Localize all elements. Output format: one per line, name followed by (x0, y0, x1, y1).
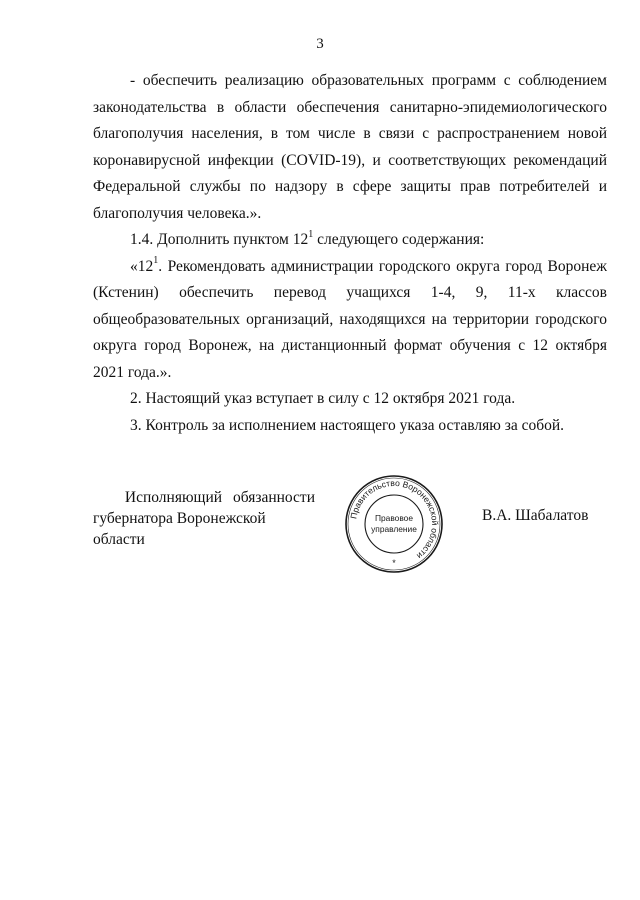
amendment-text-end: следующего содержания: (313, 231, 485, 248)
seal-ring-text: Правительство Воронежской области (348, 477, 441, 562)
point-text-end: . Рекомендовать администрации городского округа город Воронеж (Кстенин) обеспечить перевод учащихся 1-4, 9, 11-х классов общеобразовательных организаций, находящихся на территории городского округа город Воронеж, на дистанционный формат обучения с 12 октября 2021 года.». (93, 257, 607, 381)
paragraph-effective-date: 2. Настоящий указ вступает в силу с 12 октября 2021 года. (130, 390, 516, 407)
paragraph-requirements: - обеспечить реализацию образовательных программ с соблюдением законодательства в области обеспечения санитарно-эпидемиологического благополучия населения, в том числе в связи с распространением новой коронавирусной инфекции (COVID-19), и соответствующих рекомендаций Федеральной службы по надзору в сфере защиты прав потребителей и благополучия человека.». (93, 72, 607, 222)
paragraph-point-12-1 (93, 254, 607, 387)
signatory-name: В.А. Шабалатов (482, 507, 589, 524)
position-line-2: губернатора Воронежской области (93, 510, 266, 548)
point-superscript: 1 (153, 255, 159, 267)
document-body (93, 68, 607, 439)
seal-star: * (392, 558, 396, 568)
amendment-text-start: 1.4. Дополнить пунктом 12 (130, 231, 309, 248)
point-text-start: «12 (130, 257, 154, 275)
page-number: 3 (316, 36, 324, 52)
paragraph-control: 3. Контроль за исполнением настоящего указа оставляю за собой. (130, 416, 565, 434)
signatory-position (93, 487, 315, 550)
official-seal (342, 472, 446, 576)
seal-center-line-2: управление (371, 524, 417, 534)
position-line-1: Исполняющий обязанности (124, 489, 315, 506)
paragraph-amendment-1-4 (93, 227, 607, 254)
seal-center-line-1: Правовое (374, 513, 414, 523)
amendment-superscript: 1 (308, 228, 314, 240)
